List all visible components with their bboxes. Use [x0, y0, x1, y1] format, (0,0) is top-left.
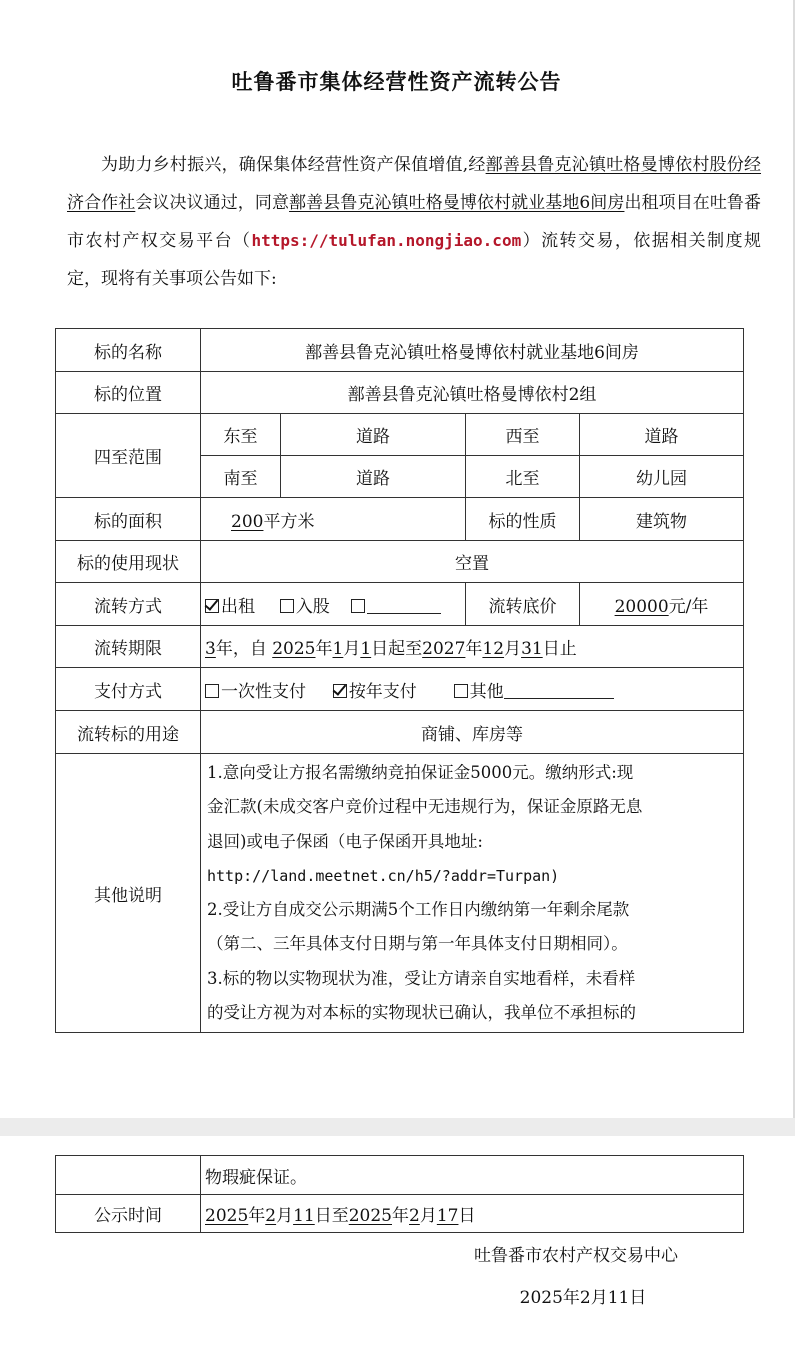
checkbox-rent[interactable] [205, 599, 219, 613]
price-unit: 元/年 [668, 596, 709, 617]
label-bounds: 四至范围 [56, 414, 201, 498]
issue-date: 2025年2月11日 [519, 1288, 647, 1308]
intro-text-2: 会议决议通过，同意 [135, 193, 290, 213]
label-method: 流转方式 [56, 583, 201, 626]
term-text-2: 年 [315, 639, 333, 659]
value-notes [201, 754, 744, 1033]
intro-text-3: 出租项目在吐鲁番市农村产权交易平台（ [67, 193, 762, 251]
label-location: 标的位置 [56, 372, 201, 414]
value-name: 鄯善县鲁克沁镇吐格曼博依村就业基地6间房 [201, 329, 744, 372]
value-west: 道路 [580, 414, 744, 456]
term-text-1: 年，自 [215, 639, 267, 659]
notes-line: 2.受让方自成交公示期满5个工作日内缴纳第一年剩余尾款 [207, 900, 630, 920]
other-payment-blank [504, 698, 614, 699]
value-method [201, 583, 466, 626]
label-payment: 支付方式 [56, 668, 201, 711]
notes-line: 3.标的物以实物现状为准，受让方请亲自实地看样，未看样 [207, 968, 636, 988]
term-text-4: 日起至 [371, 639, 423, 659]
value-payment [201, 668, 744, 711]
term-end-day: 31 [521, 639, 543, 659]
term-end-year: 2027 [422, 639, 466, 659]
label-notes-cont [56, 1156, 201, 1195]
intro-paragraph [67, 146, 761, 298]
pub-end-year: 2025 [348, 1206, 392, 1226]
label-notes: 其他说明 [56, 754, 201, 1033]
pub-text-3: 日至 [314, 1206, 349, 1226]
term-years: 3 [205, 639, 216, 659]
term-text-7: 日止 [542, 639, 577, 659]
label-status: 标的使用现状 [56, 541, 201, 583]
value-north: 幼儿园 [580, 456, 744, 498]
pub-start-day: 11 [293, 1206, 315, 1226]
term-start-day: 1 [360, 639, 372, 659]
notes-line: 金汇款(未成交客户竞价过程中无违规行为，保证金原路无息 [207, 797, 643, 817]
term-text-3: 月 [343, 639, 361, 659]
checkbox-other-payment[interactable] [454, 684, 468, 698]
label-area: 标的面积 [56, 498, 201, 541]
option-other: 其他 [469, 681, 504, 702]
value-area [201, 498, 466, 541]
asset-info-table-continued [55, 1155, 744, 1233]
area-unit: 平方米 [263, 511, 315, 532]
intro-text-1: 为助力乡村振兴，确保集体经营性资产保值增值,经 [101, 155, 486, 175]
price-number: 20000 [614, 596, 669, 617]
value-publicity [201, 1195, 744, 1233]
notes-line: 退回)或电子保函（电子保函开具地址: [207, 831, 483, 851]
cooperative-name: 鄯善县鲁克沁镇吐格曼博依村股份经济合作社 [67, 155, 762, 213]
pub-start-year: 2025 [205, 1206, 249, 1226]
notes-line: 1.意向受让方报名需缴纳竞拍保证金5000元。缴纳形式:现 [207, 763, 634, 782]
other-method-blank [367, 613, 441, 614]
pub-end-month: 2 [409, 1206, 420, 1226]
label-term: 流转期限 [56, 626, 201, 668]
value-south: 道路 [281, 456, 466, 498]
pub-end-day: 17 [436, 1206, 459, 1226]
notes-line: 的受让方视为对本标的实物现状已确认，我单位不承担标的 [207, 1003, 636, 1023]
option-shares: 入股 [295, 596, 330, 617]
area-number: 200 [231, 511, 264, 532]
option-one-time: 一次性支付 [221, 681, 306, 702]
term-end-month: 12 [482, 639, 505, 659]
pub-start-month: 2 [265, 1206, 277, 1226]
pub-text-6: 日 [458, 1206, 476, 1226]
label-south: 南至 [201, 456, 281, 498]
platform-url-link[interactable]: https://tulufan.nongjiao.com [251, 231, 522, 250]
pub-text-1: 年 [248, 1206, 266, 1226]
term-start-month: 1 [332, 639, 344, 659]
pub-text-5: 月 [419, 1206, 437, 1226]
value-price [580, 583, 744, 626]
pub-text-4: 年 [392, 1206, 409, 1226]
label-usage: 流转标的用途 [56, 711, 201, 754]
asset-info-table [55, 328, 744, 1033]
pub-text-2: 月 [276, 1206, 294, 1226]
page-2 [0, 1136, 795, 1359]
label-price: 流转底价 [466, 583, 580, 626]
checkbox-yearly[interactable] [333, 684, 347, 698]
term-text-6: 月 [504, 639, 522, 659]
label-east: 东至 [201, 414, 281, 456]
notes-line: （第二、三年具体支付日期与第一年具体支付日期相同）。 [207, 934, 628, 954]
notes-line: http://land.meetnet.cn/h5/?addr=Turpan) [207, 866, 560, 885]
value-term [201, 626, 744, 668]
issuer-signature: 吐鲁番市农村产权交易中心 [474, 1246, 678, 1266]
checkbox-shares[interactable] [280, 599, 294, 613]
term-text-5: 年 [465, 639, 483, 659]
value-usage: 商铺、库房等 [201, 711, 744, 754]
label-west: 西至 [466, 414, 580, 456]
notes-continued: 物瑕疵保证。 [201, 1156, 744, 1195]
value-nature: 建筑物 [580, 498, 744, 541]
label-nature: 标的性质 [466, 498, 580, 541]
project-name: 鄯善县鲁克沁镇吐格曼博依村就业基地6间房 [289, 193, 625, 213]
label-publicity: 公示时间 [56, 1195, 201, 1233]
announcement-title: 吐鲁番市集体经营性资产流转公告 [231, 70, 562, 94]
term-start-year: 2025 [272, 639, 316, 659]
checkbox-other-method[interactable] [351, 599, 365, 613]
value-east: 道路 [281, 414, 466, 456]
value-location: 鄯善县鲁克沁镇吐格曼博依村2组 [201, 372, 744, 414]
option-rent: 出租 [221, 596, 255, 617]
checkbox-one-time[interactable] [205, 684, 219, 698]
intro-text-4: ）流转交易，依据相关制度规定，现将有关事项公告如下: [67, 231, 762, 289]
label-name: 标的名称 [56, 329, 201, 372]
option-yearly: 按年支付 [348, 681, 417, 702]
label-north: 北至 [466, 456, 580, 498]
value-status: 空置 [201, 541, 744, 583]
